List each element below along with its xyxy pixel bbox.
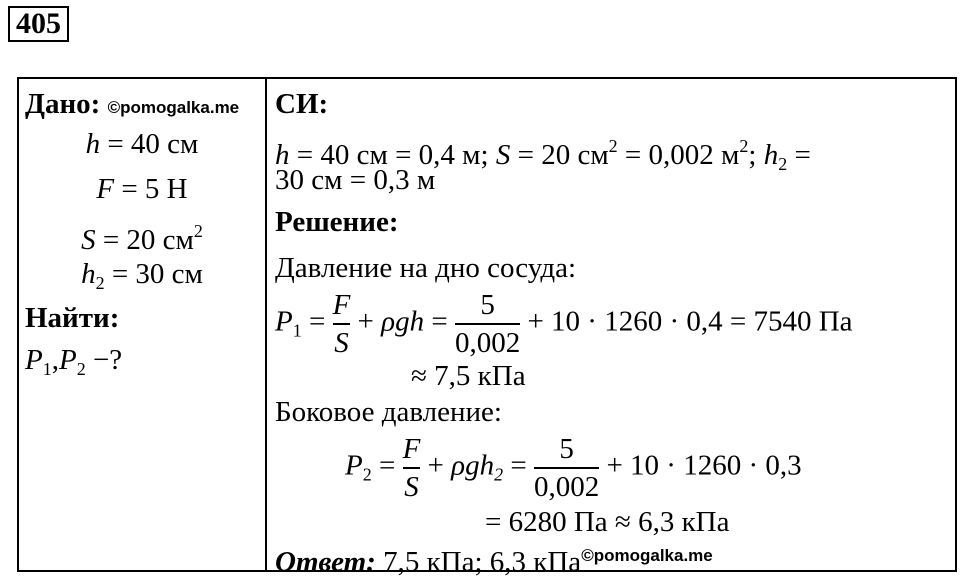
find-heading: Найти: (25, 302, 120, 334)
given-line-h: h = 40 см (85, 128, 199, 160)
answer-label: Ответ: (275, 546, 376, 578)
watermark-bottom: ©pomogalka.me (581, 546, 713, 565)
watermark-top: ©pomogalka.me (107, 98, 240, 117)
side-pressure-label: Боковое давление: (275, 396, 502, 428)
fraction-5-over-0002-1: $\frac{5}{0,002}$ (454, 289, 521, 359)
answer-row (275, 539, 713, 579)
solution-heading: Решение: (275, 206, 399, 238)
given-heading-row (25, 87, 239, 125)
problem-number: 405 (8, 6, 69, 42)
si-line-1: h = 40 см = 0,4 м; S = 20 $см^2 = 0,002$ $м^2$; $h_2$ = (275, 136, 811, 174)
si-heading: СИ: (275, 88, 329, 120)
column-divider (265, 79, 267, 570)
fraction-f-over-s-1: $\frac{F}{S}$ (332, 289, 351, 359)
solution-table (17, 77, 957, 578)
answer-text: 7,5 кПа; 6,3 кПа (375, 546, 582, 578)
bottom-pressure-label: Давление на дно сосуда: (275, 252, 577, 284)
equation-p2: $P_2$ = $\frac{F}{S}$ + ρgh$_2$ = $\frac{5}{0,002}$ + 10 · 1260 · 0,3 (345, 433, 802, 503)
equation-p2-result: = 6280 Па ≈ 6,3 кПа (485, 506, 730, 538)
fraction-f-over-s-2: $\frac{F}{S}$ (402, 433, 421, 503)
given-line-h2: $h_2 = 30$ см (81, 258, 203, 293)
given-heading: Дано: (25, 88, 101, 120)
given-line-f: F = 5 Н (96, 173, 188, 205)
fraction-5-over-0002-2: $\frac{5}{0,002}$ (533, 433, 600, 503)
equation-p1: $P_1$ = $\frac{F}{S}$ + ρgh = $\frac{5}{0,002}$ + 10 · 1260 · 0,4 = 7540 Па (275, 289, 853, 359)
si-line-2: 30 см = 0,3 м (275, 164, 436, 196)
given-line-s: S = 20 $см^2$ (81, 221, 203, 256)
find-line: $P_1,P_2$ −? (25, 344, 123, 379)
equation-p1-approx: ≈ 7,5 кПа (411, 360, 526, 392)
